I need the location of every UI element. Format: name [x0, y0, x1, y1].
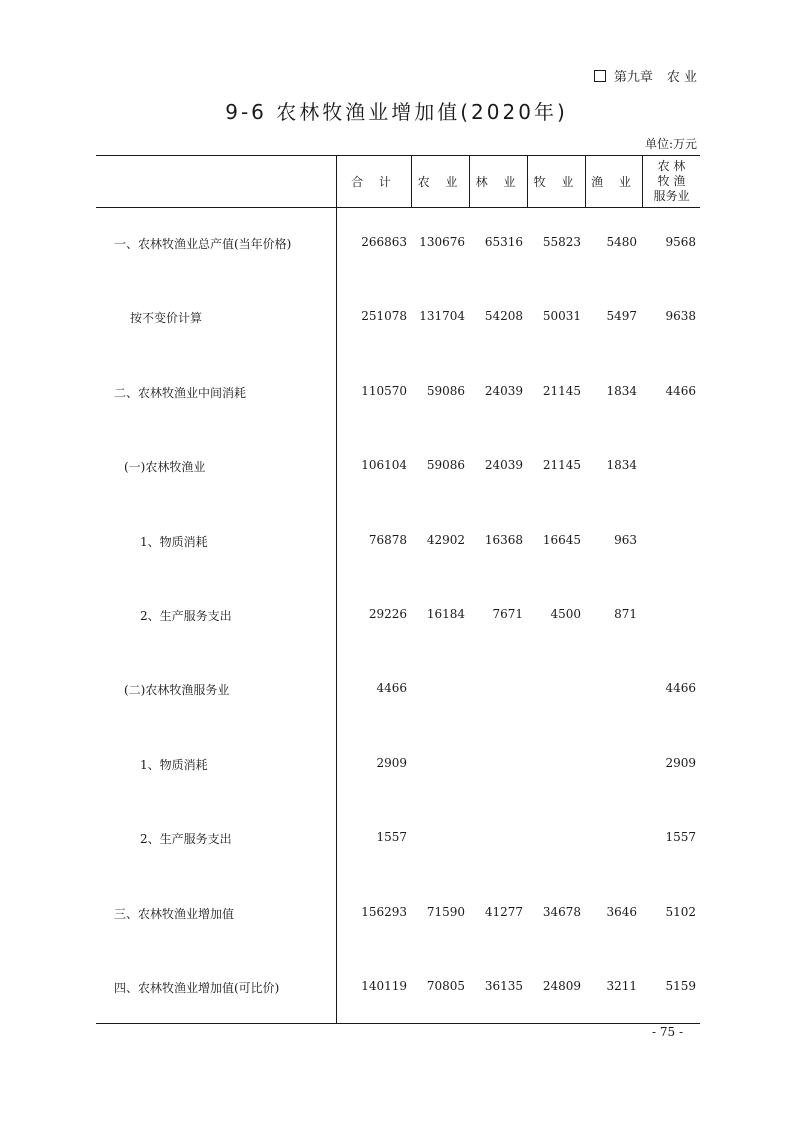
row-label: 2、生产服务支出: [140, 832, 232, 847]
row-label: 二、农林牧渔业中间消耗: [114, 385, 247, 400]
cell-value: 1557: [376, 830, 407, 845]
page-title: 9-6 农林牧渔业增加值(2020年): [225, 100, 568, 124]
header-service: [643, 155, 700, 207]
table-row: [96, 979, 700, 999]
cell-value: 65316: [484, 235, 523, 249]
cell-value: 21145: [542, 383, 581, 398]
cell-value: 4466: [376, 681, 407, 696]
row-label: (一)农林牧渔业: [124, 460, 206, 475]
cell-value: 5480: [606, 235, 637, 249]
table-header-rule: [96, 207, 700, 208]
cell-value: 1834: [606, 383, 637, 398]
cell-value: 1834: [606, 458, 637, 473]
cell-value: 5102: [665, 904, 696, 919]
cell-value: 70805: [426, 979, 465, 993]
cell-value: 3646: [606, 904, 637, 919]
header-service-line: 牧 渔: [657, 173, 686, 188]
row-label: (二)农林牧渔服务业: [124, 683, 230, 698]
cell-value: 4500: [550, 607, 581, 621]
cell-value: 7671: [492, 607, 523, 621]
cell-value: 29226: [368, 607, 407, 621]
table-row: [96, 235, 700, 255]
cell-value: 24039: [484, 458, 523, 473]
row-label: 一、农林牧渔业总产值(当年价格): [114, 237, 292, 251]
unit-label: 单位:万元: [644, 137, 697, 151]
cell-value: 41277: [484, 904, 523, 919]
cell-value: 871: [614, 607, 637, 621]
data-table: [96, 155, 700, 1025]
table-row: [96, 309, 700, 329]
cell-value: 140119: [361, 979, 407, 993]
header-forestry: 林 业: [475, 174, 522, 189]
stub-divider: [336, 155, 337, 1023]
cell-value: 3211: [606, 979, 637, 993]
chapter-header: [594, 66, 697, 85]
cell-value: 156293: [361, 904, 407, 919]
row-label: 按不变价计算: [130, 311, 203, 326]
table-row: [96, 458, 700, 478]
table-row: [96, 607, 700, 627]
table-row: [96, 533, 700, 553]
cell-value: 131704: [419, 309, 465, 324]
cell-value: 55823: [542, 235, 581, 249]
cell-value: 9638: [665, 309, 696, 324]
row-label: 1、物质消耗: [140, 534, 208, 549]
cell-value: 21145: [542, 458, 581, 473]
cell-value: 1557: [665, 830, 696, 845]
cell-value: 42902: [426, 532, 465, 547]
cell-value: 59086: [426, 458, 465, 473]
cell-value: 16645: [542, 532, 581, 547]
square-icon: [594, 70, 606, 82]
header-animal-husbandry: 牧 业: [533, 174, 580, 189]
cell-value: 5159: [665, 979, 696, 993]
cell-value: 4466: [665, 681, 696, 696]
row-label: 三、农林牧渔业增加值: [114, 906, 235, 921]
cell-value: 9568: [665, 235, 696, 249]
table-row: [96, 905, 700, 925]
cell-value: 5497: [606, 309, 637, 324]
row-label: 1、物质消耗: [140, 757, 208, 772]
cell-value: 24039: [484, 383, 523, 398]
cell-value: 59086: [426, 383, 465, 398]
cell-value: 2909: [665, 755, 696, 770]
page-number: - 75 -: [651, 1025, 683, 1039]
cell-value: 4466: [665, 383, 696, 398]
chapter-number: 第九章: [613, 70, 653, 85]
cell-value: 251078: [361, 309, 407, 324]
cell-value: 110570: [361, 383, 407, 398]
cell-value: 71590: [426, 904, 465, 919]
cell-value: 34678: [542, 904, 581, 919]
chapter-name: 农 业: [666, 70, 697, 85]
cell-value: 16368: [484, 532, 523, 547]
cell-value: 2909: [376, 755, 407, 770]
cell-value: 76878: [368, 532, 407, 547]
table-bottom-rule: [96, 1023, 700, 1024]
header-total: 合 计: [351, 174, 397, 189]
row-label: 四、农林牧渔业增加值(可比价): [114, 981, 280, 995]
table-row: [96, 830, 700, 850]
header-fishery: 渔 业: [591, 174, 637, 189]
cell-value: 16184: [426, 607, 465, 621]
cell-value: 266863: [361, 235, 407, 249]
cell-value: 963: [614, 532, 637, 547]
cell-value: 24809: [542, 979, 581, 993]
table-row: [96, 384, 700, 404]
header-agriculture: 农 业: [417, 174, 464, 189]
cell-value: 54208: [484, 309, 523, 324]
row-label: 2、生产服务支出: [140, 609, 232, 623]
cell-value: 106104: [361, 458, 407, 473]
cell-value: 36135: [484, 979, 523, 993]
cell-value: 50031: [542, 309, 581, 324]
header-service-line: 农 林: [657, 158, 686, 173]
cell-value: 130676: [419, 235, 465, 249]
table-row: [96, 756, 700, 776]
header-service-line: 服务业: [653, 188, 690, 203]
table-row: [96, 681, 700, 701]
